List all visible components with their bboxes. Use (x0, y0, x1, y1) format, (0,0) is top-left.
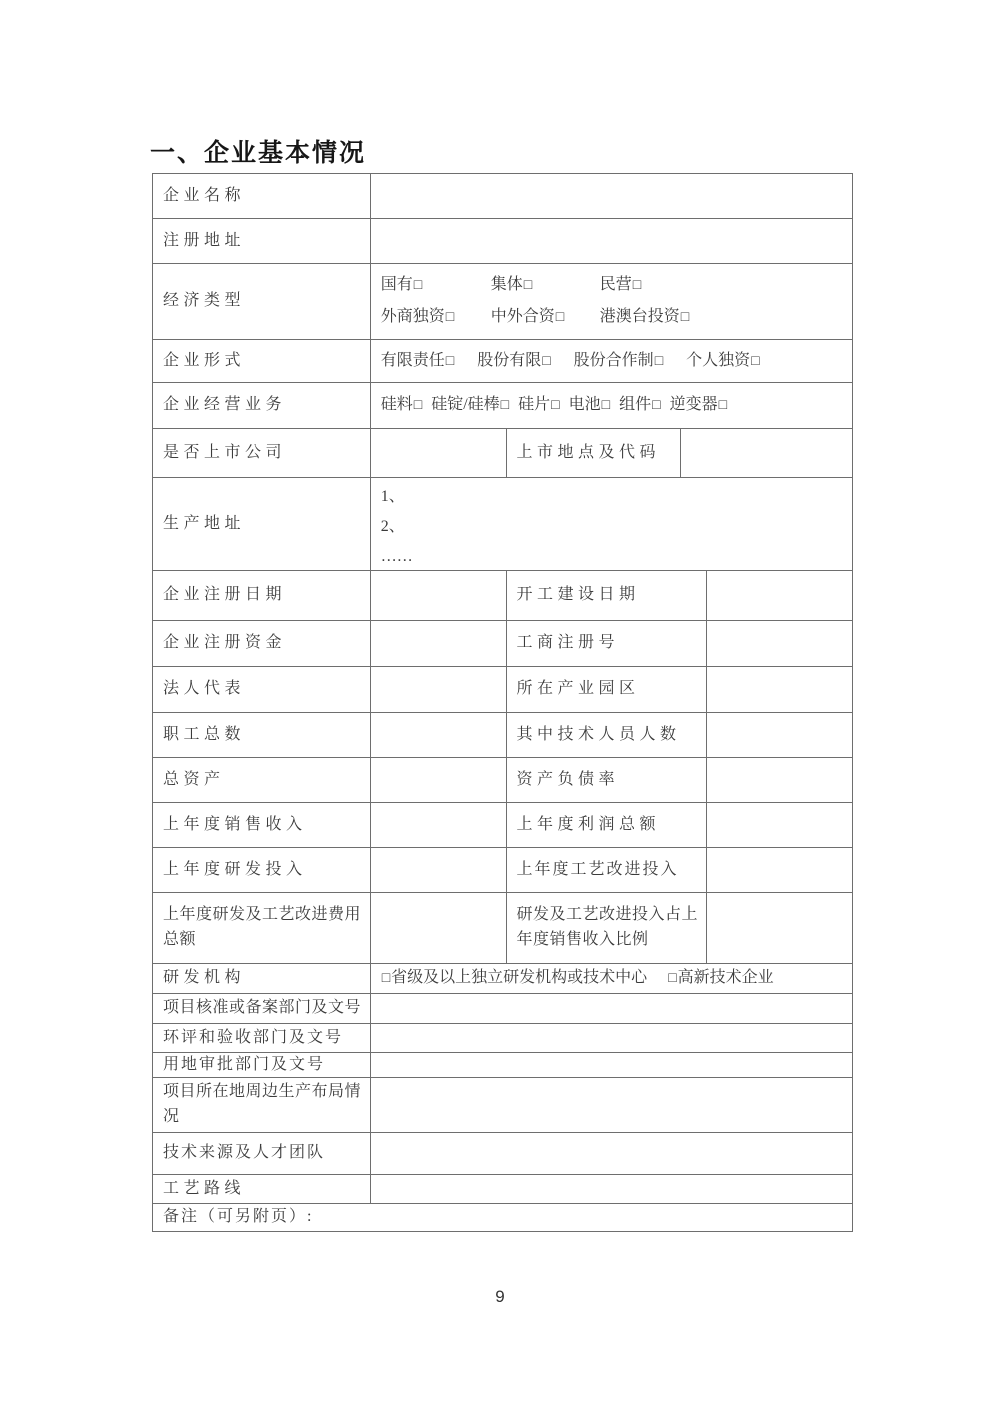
table-row (153, 429, 853, 478)
field-label-cell (153, 1175, 371, 1204)
value-line: 1、 (380, 488, 405, 505)
field-label: 研发及工艺改进投入占上年度销售收入比例 (516, 906, 699, 948)
checkbox-icon: □ (601, 398, 611, 414)
table-row (153, 758, 853, 803)
checkbox-option[interactable] (686, 349, 760, 374)
field-label-cell (507, 667, 708, 713)
field-label-cell (153, 1204, 853, 1232)
table-row (153, 667, 853, 713)
option-label: 硅料 (380, 396, 413, 414)
field-label-cell (153, 667, 371, 713)
checkbox-icon: □ (654, 353, 664, 369)
field-label-cell (153, 621, 371, 667)
field-label-cell (153, 713, 371, 758)
field-label: 工艺路线 (163, 1179, 246, 1197)
checkbox-option[interactable] (381, 393, 423, 418)
table-row (153, 383, 853, 429)
option-label: 组件 (619, 396, 652, 414)
table-row (153, 1133, 853, 1175)
field-label: 资产负债率 (516, 770, 620, 788)
field-label-cell (153, 1024, 371, 1053)
input-cell[interactable] (371, 219, 853, 264)
value-line: 2、 (380, 518, 405, 535)
field-label: 项目核准或备案部门及文号 (163, 999, 362, 1017)
field-label-cell (153, 893, 371, 964)
input-cell[interactable] (371, 621, 507, 667)
input-cell[interactable] (371, 1053, 853, 1078)
field-label: 其中技术人员人数 (516, 725, 681, 743)
field-label-cell (153, 340, 371, 383)
checkbox-option[interactable] (381, 966, 647, 991)
field-label: 上年度利润总额 (516, 815, 661, 833)
option-label: 民营 (599, 276, 632, 294)
field-label: 上年度销售收入 (163, 815, 307, 833)
field-label-cell (371, 478, 853, 571)
field-label: 备注（可另附页）: (163, 1208, 314, 1226)
checkbox-icon: □ (751, 353, 760, 369)
input-cell[interactable] (371, 758, 507, 803)
input-cell[interactable] (371, 1078, 853, 1133)
field-label: 研发机构 (163, 969, 246, 987)
option-label: 外商独资 (380, 308, 445, 325)
table-row (153, 340, 853, 383)
field-label: 职工总数 (163, 725, 246, 743)
field-label: 企业注册日期 (163, 586, 287, 604)
checkbox-option[interactable] (619, 393, 661, 418)
field-label-cell (153, 964, 371, 994)
field-label-cell (153, 1053, 371, 1078)
field-label-cell (153, 383, 371, 429)
input-cell[interactable] (371, 1175, 853, 1204)
checkbox-option[interactable] (491, 305, 600, 330)
field-label-cell (153, 429, 371, 478)
field-label-cell (153, 264, 371, 340)
input-cell[interactable] (707, 803, 853, 848)
option-label: 中外合资 (490, 308, 555, 325)
field-label-cell (153, 219, 371, 264)
table-row (153, 621, 853, 667)
input-cell[interactable] (371, 893, 507, 964)
checkbox-option[interactable] (381, 273, 491, 298)
checkbox-option[interactable] (670, 393, 728, 418)
input-cell[interactable] (371, 713, 507, 758)
input-cell[interactable] (371, 1133, 853, 1175)
field-label: 技术来源及人才团队 (163, 1144, 326, 1162)
form-table (152, 173, 853, 1232)
checkbox-option[interactable] (431, 393, 510, 418)
checkbox-icon: □ (542, 353, 551, 369)
checkbox-icon: □ (718, 398, 728, 414)
checkbox-option[interactable] (491, 273, 600, 298)
checkbox-icon: □ (500, 398, 510, 414)
checkbox-option[interactable] (600, 305, 846, 330)
option-label: 国有 (380, 276, 413, 294)
checkbox-icon: □ (381, 971, 391, 987)
field-label-cell (371, 383, 853, 429)
input-cell[interactable] (371, 803, 507, 848)
field-label: 企业形式 (163, 351, 246, 369)
table-row (153, 964, 853, 994)
field-label: 企业经营业务 (163, 396, 287, 414)
table-row (153, 571, 853, 621)
field-label: 上年度工艺改进投入 (516, 860, 679, 878)
field-label-cell (153, 1078, 371, 1133)
field-label: 开工建设日期 (516, 586, 640, 604)
field-label: 是否上市公司 (163, 443, 287, 461)
field-label-cell (507, 893, 708, 964)
checkbox-icon: □ (445, 353, 455, 369)
option-label: 逆变器 (669, 396, 718, 414)
checkbox-icon: □ (680, 310, 690, 325)
table-row (153, 1078, 853, 1133)
checkbox-option[interactable] (381, 349, 455, 374)
page-number: 9 (495, 1287, 505, 1306)
field-label: 项目所在地周边生产布局情况 (163, 1083, 362, 1125)
field-label-cell (507, 621, 708, 667)
input-cell[interactable] (707, 667, 853, 713)
field-label-cell (153, 848, 371, 893)
option-label: 集体 (490, 276, 523, 294)
checkbox-option[interactable] (518, 393, 560, 418)
field-label: 工商注册号 (516, 634, 620, 652)
field-label: 法人代表 (163, 680, 246, 698)
option-label: 省级及以上独立研发机构或技术中心 (391, 969, 648, 987)
field-label: 总资产 (163, 770, 225, 788)
options-group (381, 393, 846, 418)
input-cell[interactable] (707, 758, 853, 803)
field-label-cell (371, 964, 853, 994)
input-cell[interactable] (681, 429, 853, 478)
checkbox-option[interactable] (600, 273, 846, 298)
checkbox-icon: □ (652, 398, 661, 414)
input-cell[interactable] (707, 893, 853, 964)
table-row (153, 848, 853, 893)
table-row (153, 264, 853, 340)
field-label: 用地审批部门及文号 (163, 1055, 326, 1073)
field-label: 所在产业园区 (516, 680, 640, 698)
field-label: 注册地址 (163, 231, 246, 249)
value-line: …… (380, 548, 413, 565)
table-row (153, 893, 853, 964)
table-row (153, 803, 853, 848)
checkbox-icon: □ (523, 278, 533, 294)
option-label: 硅锭/硅棒 (431, 396, 500, 414)
table-row (153, 219, 853, 264)
checkbox-icon: □ (551, 398, 560, 414)
field-label-cell (371, 264, 853, 340)
table-row (153, 1053, 853, 1078)
field-label-cell (153, 803, 371, 848)
field-label-cell (371, 340, 853, 383)
field-label-cell (153, 1133, 371, 1175)
field-label-cell (507, 803, 708, 848)
field-label: 上年度研发投入 (163, 860, 307, 878)
input-cell[interactable] (707, 571, 853, 621)
field-label-cell (153, 994, 371, 1024)
checkbox-icon: □ (668, 971, 677, 987)
checkbox-option[interactable] (569, 393, 611, 418)
field-label-cell (153, 571, 371, 621)
input-cell[interactable] (707, 713, 853, 758)
field-label-cell (507, 848, 708, 893)
table-row (153, 1175, 853, 1204)
option-label: 港澳台投资 (599, 308, 680, 325)
field-label-cell (507, 758, 708, 803)
input-cell[interactable] (371, 429, 507, 478)
input-cell[interactable] (707, 621, 853, 667)
option-label: 电池 (568, 396, 601, 414)
page-title: 一、企业基本情况 (150, 139, 367, 167)
option-label: 股份有限 (477, 351, 542, 369)
field-label-cell (153, 758, 371, 803)
field-label: 企业名称 (163, 186, 246, 204)
field-label-cell (507, 571, 708, 621)
checkbox-icon: □ (445, 310, 455, 325)
checkbox-icon: □ (413, 278, 423, 294)
input-cell[interactable] (371, 1024, 853, 1053)
field-label: 上市地点及代码 (516, 443, 661, 461)
field-label-cell (153, 174, 371, 219)
input-cell[interactable] (371, 174, 853, 219)
option-label: 个人独资 (686, 351, 751, 369)
table-row (153, 994, 853, 1024)
checkbox-option[interactable] (477, 349, 551, 374)
field-label: 生产地址 (163, 514, 246, 532)
field-label-cell (507, 713, 708, 758)
field-label: 经济类型 (163, 292, 246, 310)
input-cell[interactable] (371, 667, 507, 713)
input-cell[interactable] (371, 848, 507, 893)
option-label: 有限责任 (380, 351, 445, 369)
options-group (381, 273, 846, 330)
table-row (153, 713, 853, 758)
checkbox-option[interactable] (574, 349, 664, 374)
input-cell[interactable] (371, 571, 507, 621)
field-label: 环评和验收部门及文号 (163, 1028, 344, 1046)
input-cell[interactable] (371, 994, 853, 1024)
field-label: 企业注册资金 (163, 634, 287, 652)
option-label: 股份合作制 (573, 351, 654, 369)
field-label-cell (507, 429, 682, 478)
checkbox-option[interactable] (381, 305, 491, 330)
option-label: 硅片 (518, 396, 551, 414)
table-row (153, 478, 853, 571)
checkbox-option[interactable] (667, 966, 773, 991)
options-group (381, 349, 846, 374)
field-label-cell (153, 478, 371, 571)
option-label: 高新技术企业 (677, 969, 774, 987)
input-cell[interactable] (707, 848, 853, 893)
table-row (153, 1024, 853, 1053)
table-row (153, 1204, 853, 1232)
table-row (153, 174, 853, 219)
checkbox-icon: □ (413, 398, 423, 414)
checkbox-icon: □ (555, 310, 565, 325)
field-label: 上年度研发及工艺改进费用总额 (163, 906, 362, 948)
options-group (381, 966, 846, 991)
checkbox-icon: □ (632, 278, 642, 294)
